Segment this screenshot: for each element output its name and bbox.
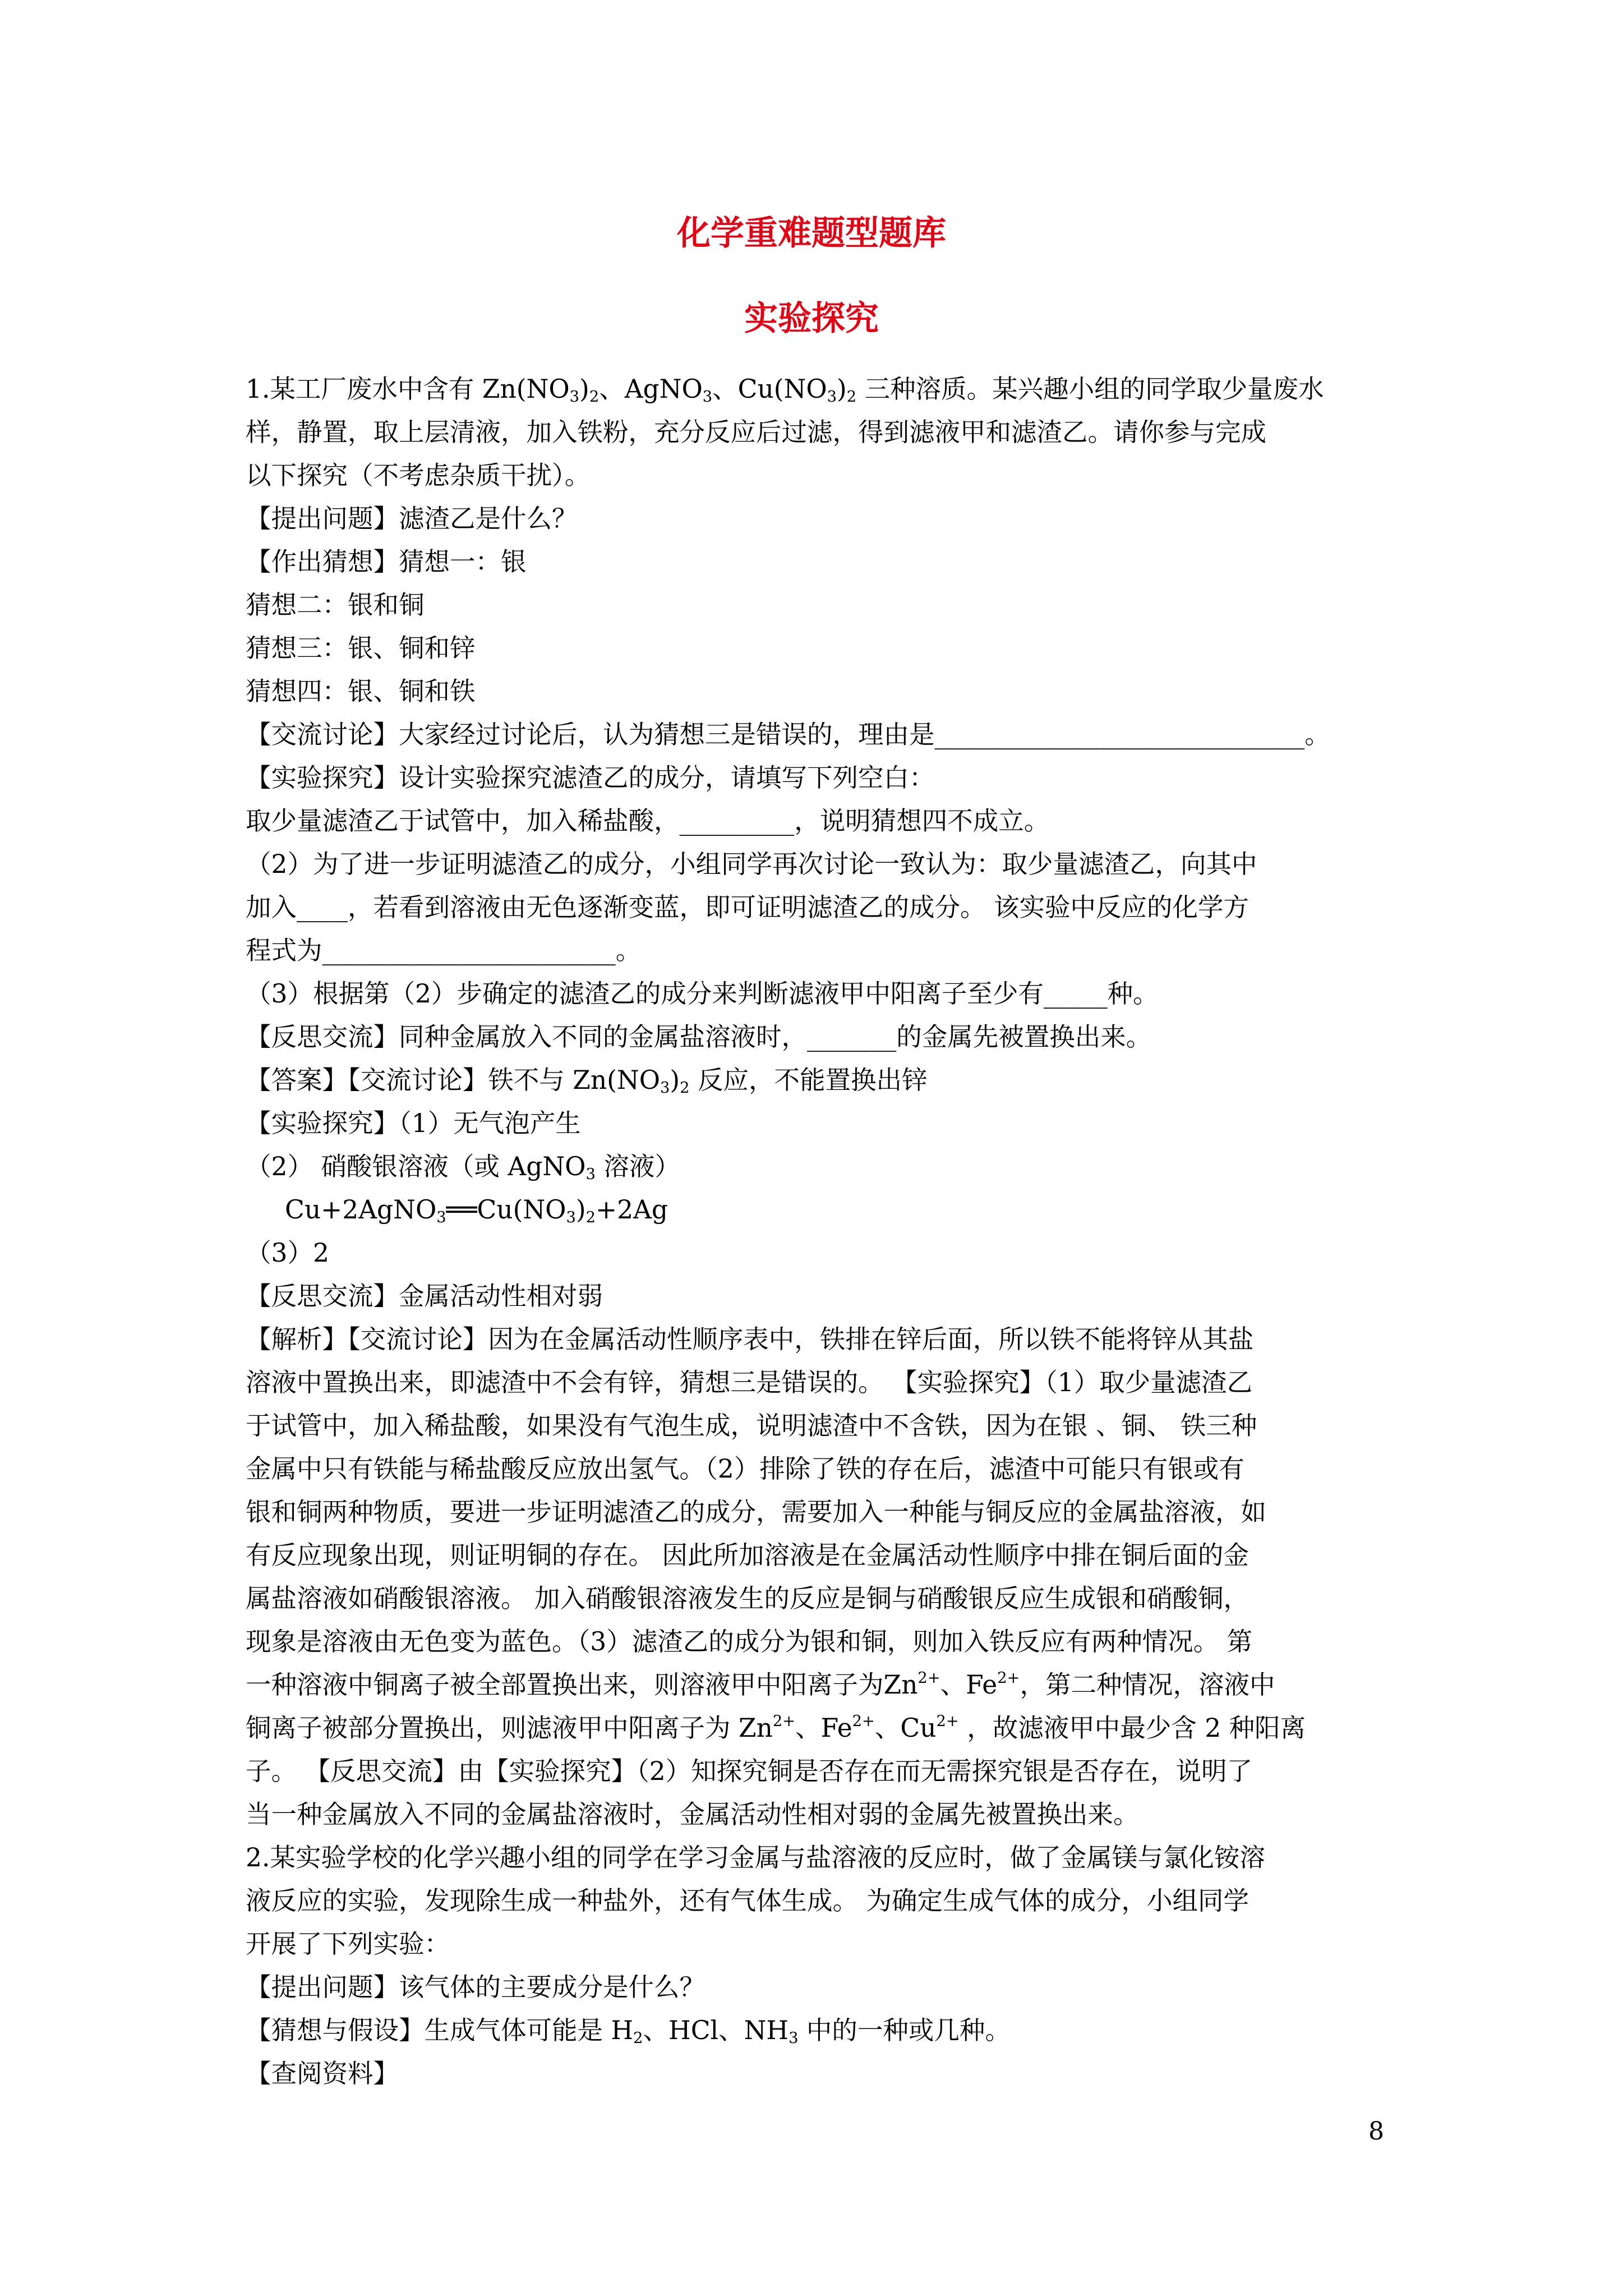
text-line: 【解析】【交流讨论】因为在金属活动性顺序表中，铁排在锌后面，所以铁不能将锌从其盐 — [246, 1324, 1254, 1354]
text-line: （3）2 — [246, 1238, 329, 1268]
text-line: 金属中只有铁能与稀盐酸反应放出氢气。（2）排除了铁的存在后，滤渣中可能只有银或有 — [246, 1454, 1244, 1484]
text-line: 开展了下列实验： — [246, 1929, 450, 1959]
text-line: 【提出问题】该气体的主要成分是什么？ — [246, 1972, 706, 2002]
text-line: 液反应的实验，发现除生成一种盐外，还有气体生成。 为确定生成气体的成分，小组同学 — [246, 1886, 1249, 1916]
text-line: 取少量滤渣乙于试管中，加入稀盐酸，_________，说明猜想四不成立。 — [246, 806, 1050, 836]
text-line: 2.某实验学校的化学兴趣小组的同学在学习金属与盐溶液的反应时，做了金属镁与氯化铵溶 — [246, 1843, 1265, 1872]
text-line: 现象是溶液由无色变为蓝色。（3）滤渣乙的成分为银和铜，则加入铁反应有两种情况。 第 — [246, 1627, 1253, 1657]
text-line: 铜离子被部分置换出，则滤液甲中阳离子为 $Zn^{2+}$、$Fe^{2+}$、$Cu^{2+}$ ，故滤液甲中最少含 2 种阳离 — [246, 1712, 1306, 1743]
text-line: 【答案】【交流讨论】铁不与 $Zn(NO_3)_2$ 反应，不能置换出锌 — [246, 1065, 928, 1097]
document-title: 化学重难题型题库 — [677, 214, 946, 253]
section-title: 实验探究 — [744, 299, 879, 338]
text-line: 【实验探究】（1）无气泡产生 — [246, 1108, 581, 1138]
text-line: 程式为_______________________。 — [246, 936, 642, 965]
text-line: 【猜想与假设】生成气体可能是 $H_2$、HCl、$NH_3$ 中的一种或几种。 — [246, 2016, 1011, 2047]
text-line: 猜想四：银、铜和铁 — [246, 677, 476, 706]
text-line: 【提出问题】滤渣乙是什么？ — [246, 504, 578, 533]
text-line: 于试管中，加入稀盐酸，如果没有气泡生成，说明滤渣中不含铁，因为在银 、铜、 铁三种 — [246, 1411, 1257, 1441]
page-number: 8 — [1368, 2117, 1384, 2146]
text-line: （2）为了进一步证明滤渣乙的成分，小组同学再次讨论一致认为：取少量滤渣乙，向其中 — [246, 849, 1257, 879]
text-line: 【实验探究】设计实验探究滤渣乙的成分，请填写下列空白： — [246, 763, 935, 793]
text-line: 有反应现象出现，则证明铜的存在。 因此所加溶液是在金属活动性顺序中排在铜后面的金 — [246, 1540, 1249, 1570]
text-line: 样，静置，取上层清液，加入铁粉，充分反应后过滤，得到滤液甲和滤渣乙。请你参与完成 — [246, 417, 1267, 447]
text-line: 子。 【反思交流】由【实验探究】（2）知探究铜是否存在而无需探究银是否存在，说明了 — [246, 1756, 1253, 1786]
text-line: 当一种金属放入不同的金属盐溶液时，金属活动性相对弱的金属先被置换出来。 — [246, 1800, 1139, 1829]
document-body — [246, 367, 1381, 2095]
text-line: （2） 硝酸银溶液（或 AgNO$_3$ 溶液） — [246, 1152, 680, 1183]
text-line: 以下探究（不考虑杂质干扰）。 — [246, 461, 591, 490]
text-line: 1.某工厂废水中含有 $Zn(NO_3)_2$、AgNO$_3$、$Cu(NO_3)_2$ 三种溶质。某兴趣小组的同学取少量废水 — [246, 374, 1324, 406]
text-line: 【反思交流】金属活动性相对弱 — [246, 1281, 603, 1311]
text-line: $Cu+2AgNO_3══Cu(NO_3)_2+2Ag$ — [285, 1195, 668, 1226]
text-line: 属盐溶液如硝酸银溶液。 加入硝酸银溶液发生的反应是铜与硝酸银反应生成银和硝酸铜， — [246, 1584, 1249, 1613]
text-line: 猜想二：银和铜 — [246, 590, 425, 620]
text-line: 【查阅资料】 — [246, 2059, 399, 2088]
text-line: 【交流讨论】大家经过讨论后，认为猜想三是错误的，理由是_____________________________。 — [246, 720, 1330, 749]
text-line: （3）根据第（2）步确定的滤渣乙的成分来判断滤液甲中阳离子至少有_____种。 — [246, 979, 1159, 1009]
text-line: 一种溶液中铜离子被全部置换出来，则溶液甲中阳离子为$Zn^{2+}$、$Fe^{2+}$，第二种情况，溶液中 — [246, 1669, 1275, 1700]
text-line: 溶液中置换出来，即滤渣中不会有锌，猜想三是错误的。 【实验探究】（1）取少量滤渣乙 — [246, 1368, 1253, 1397]
text-line: 银和铜两种物质，要进一步证明滤渣乙的成分，需要加入一种能与铜反应的金属盐溶液，如 — [246, 1497, 1267, 1527]
text-line: 【作出猜想】猜想一：银 — [246, 547, 527, 577]
text-line: 猜想三：银、铜和锌 — [246, 633, 476, 663]
text-line: 【反思交流】同种金属放入不同的金属盐溶液时，_______的金属先被置换出来。 — [246, 1022, 1152, 1052]
text-line: 加入____，若看到溶液由无色逐渐变蓝，即可证明滤渣乙的成分。 该实验中反应的化学方 — [246, 892, 1249, 922]
